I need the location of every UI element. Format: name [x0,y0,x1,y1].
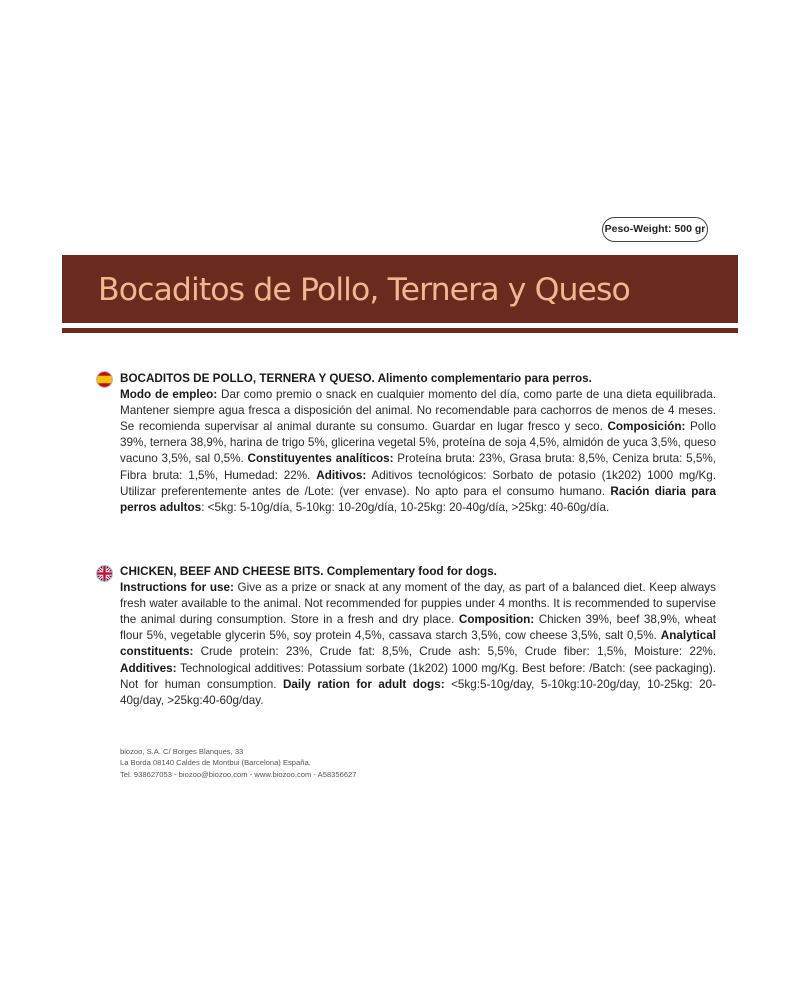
english-composition-text: Chicken 39%, beef 38,9%, wheat flour 5%, vegetable glycerin 5%, soy protein 4,5%, cassava starch 3,5%, cow cheese 3,5%, salt 0,5%. [120,613,717,643]
company-footer [120,746,520,780]
spanish-ration-label: Ración diaria para perros adultos [120,484,716,514]
title-banner [62,255,738,323]
english-analytical-label: Analytical constituents: [120,629,716,659]
title-divider [62,328,738,333]
english-heading: CHICKEN, BEEF AND CHEESE BITS. Complementary food for dogs. [120,565,497,578]
spanish-additives-label: Aditivos: [316,468,367,482]
english-ration-text: <5kg:5-10g/day, 5-10kg:10-20g/day, 10-25kg: 20-40g/day, >25kg:40-60g/day. [120,677,716,707]
spanish-analytical-label: Constituyentes analíticos: [247,452,394,466]
spanish-ration-text: : <5kg: 5-10g/día, 5-10kg: 10-20g/día, 10-25kg: 20-40g/día, >25kg: 40-60g/día. [201,500,610,514]
english-analytical-text: Crude protein: 23%, Crude fat: 8,5%, Crude ash: 5,5%, Crude fiber: 1,5%, Moisture: 22%. [193,645,716,659]
english-usage-text: Give as a prize or snack at any moment of the day, as part of a balanced diet. Keep always fresh water available to the animal. Not recommended for puppies under 4 months. It is recommended to supervise the animal during consumption. Store in a fresh and dry place. [120,581,716,627]
english-usage-label: Instructions for use: [120,581,234,595]
spain-flag-icon [96,371,113,388]
product-title: Bocaditos de Pollo, Ternera y Queso [98,272,630,308]
spanish-analytical-text: Proteína bruta: 23%, Grasa bruta: 8,5%, Ceniza bruta: 5,5%, Fibra bruta: 1,5%, Humedad: 22%. [120,452,716,482]
weight-badge: Peso-Weight: 500 gr [602,217,708,242]
uk-flag-icon [96,565,113,582]
spanish-additives-text: Aditivos tecnológicos: Sorbato de potasio (1k202) 1000 mg/Kg. Utilizar preferentemente antes de /Lote: (ver envase). No apto para el consumo humano. [120,468,716,498]
english-additives-text: Technological additives: Potassium sorbate (1k202) 1000 mg/Kg. Best before: /Batch: (see packaging). Not for human consumption. [120,661,716,691]
english-composition-label: Composition: [458,613,535,627]
spanish-composition-text: Pollo 39%, ternera 38,9%, harina de trigo 5%, glicerina vegetal 5%, proteína de soja 4,5%, almidón de yuca 3,5%, queso vacuno 3,5%, sal 0,5%. [120,420,716,466]
spanish-heading: BOCADITOS DE POLLO, TERNERA Y QUESO. Alimento complementario para perros. [120,372,592,385]
spanish-description [120,371,716,516]
english-description [120,564,716,709]
spanish-usage-text: Dar como premio o snack en cualquier momento del día, como parte de una dieta equilibrada. Mantener siempre agua fresca a disposición del animal. No recomendable para cachorros de menos de 4 meses. Se recomienda supervisar al animal durante su consumo. Guardar en lugar fresco y seco. [120,388,716,434]
spanish-usage-label: Modo de empleo: [120,388,218,402]
spanish-composition-label: Composición: [607,420,686,434]
english-additives-label: Additives: [120,661,177,675]
footer-address-line: biozoo, S.A. C/ Borges Blanques, 33 [120,747,244,756]
footer-city-line: La Borda 08140 Caldes de Montbui (Barcelona) España. [120,758,311,768]
footer-contact-line: Tel. 938627053 - biozoo@biozoo.com - www.biozoo.com - A58356627 [120,769,357,779]
english-ration-label: Daily ration for adult dogs: [282,677,445,691]
